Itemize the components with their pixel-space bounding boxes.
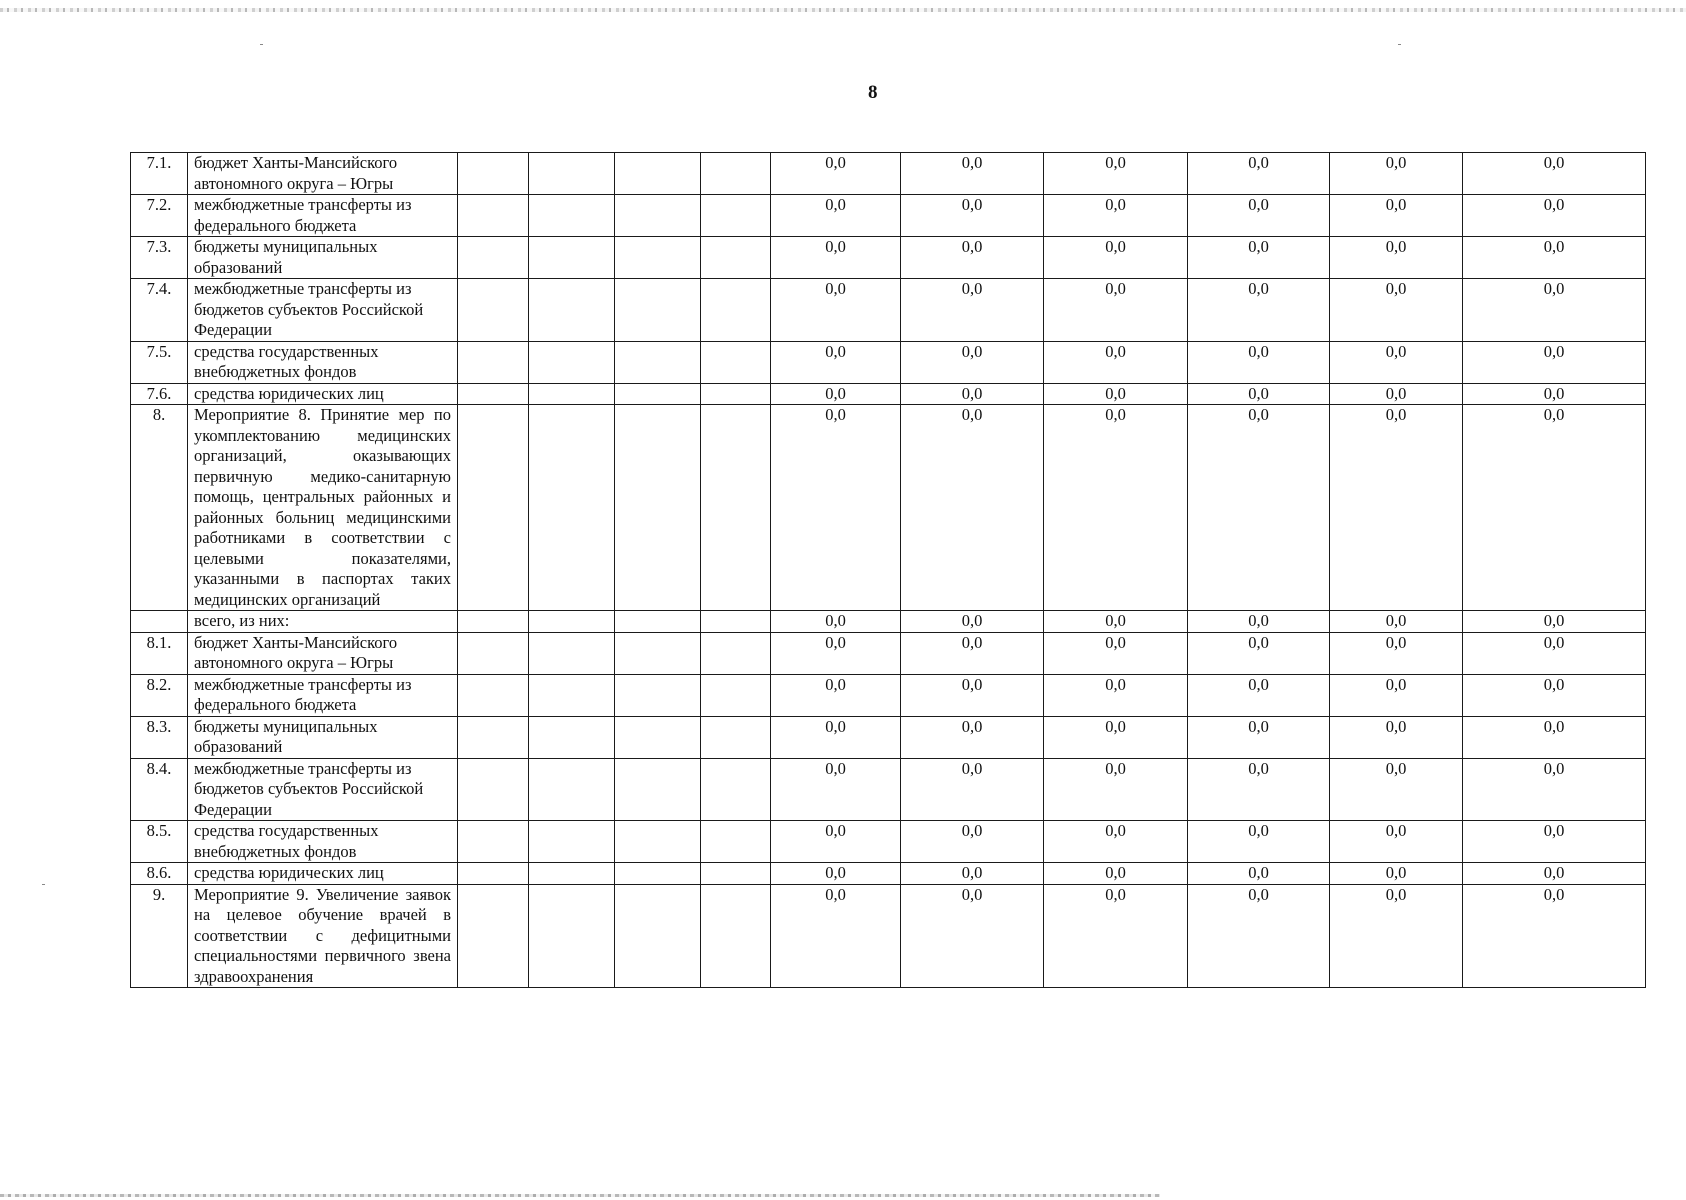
page-number: 8 xyxy=(868,82,878,103)
value-cell: 0,0 xyxy=(1188,821,1330,863)
value-cell: 0,0 xyxy=(771,632,901,674)
value-cell: 0,0 xyxy=(1463,195,1646,237)
scan-speck xyxy=(260,44,263,45)
value-cell: 0,0 xyxy=(771,383,901,405)
value-cell: 0,0 xyxy=(901,863,1044,885)
row-number: 9. xyxy=(131,884,188,988)
value-cell: 0,0 xyxy=(1044,821,1188,863)
value-cell: 0,0 xyxy=(1463,341,1646,383)
empty-cell xyxy=(529,674,615,716)
row-description: бюджет Ханты-Мансийского автономного округа – Югры xyxy=(188,632,458,674)
row-number: 8.1. xyxy=(131,632,188,674)
value-cell: 0,0 xyxy=(1463,863,1646,885)
empty-cell xyxy=(458,821,529,863)
value-cell: 0,0 xyxy=(901,383,1044,405)
table-row xyxy=(131,758,1646,821)
value-cell: 0,0 xyxy=(1330,383,1463,405)
scan-edge-top xyxy=(0,8,1686,12)
value-cell: 0,0 xyxy=(1044,611,1188,633)
value-cell: 0,0 xyxy=(1463,237,1646,279)
value-cell: 0,0 xyxy=(1044,383,1188,405)
empty-cell xyxy=(529,153,615,195)
table-row xyxy=(131,611,1646,633)
value-cell: 0,0 xyxy=(901,341,1044,383)
value-cell: 0,0 xyxy=(1330,195,1463,237)
value-cell: 0,0 xyxy=(1188,863,1330,885)
empty-cell xyxy=(615,674,701,716)
row-description: межбюджетные трансферты из бюджетов субъектов Российской Федерации xyxy=(188,758,458,821)
value-cell: 0,0 xyxy=(1330,674,1463,716)
value-cell: 0,0 xyxy=(1330,341,1463,383)
value-cell: 0,0 xyxy=(1463,821,1646,863)
empty-cell xyxy=(701,758,771,821)
empty-cell xyxy=(458,383,529,405)
empty-cell xyxy=(701,611,771,633)
value-cell: 0,0 xyxy=(901,237,1044,279)
value-cell: 0,0 xyxy=(901,716,1044,758)
row-number: 7.4. xyxy=(131,279,188,342)
value-cell: 0,0 xyxy=(1044,195,1188,237)
empty-cell xyxy=(615,632,701,674)
value-cell: 0,0 xyxy=(1463,279,1646,342)
value-cell: 0,0 xyxy=(1330,405,1463,611)
row-description: всего, из них: xyxy=(188,611,458,633)
value-cell: 0,0 xyxy=(1044,758,1188,821)
empty-cell xyxy=(529,632,615,674)
value-cell: 0,0 xyxy=(1188,195,1330,237)
value-cell: 0,0 xyxy=(1188,758,1330,821)
empty-cell xyxy=(615,341,701,383)
table-row xyxy=(131,405,1646,611)
empty-cell xyxy=(701,884,771,988)
value-cell: 0,0 xyxy=(1330,632,1463,674)
value-cell: 0,0 xyxy=(1044,632,1188,674)
value-cell: 0,0 xyxy=(1463,383,1646,405)
value-cell: 0,0 xyxy=(1330,884,1463,988)
value-cell: 0,0 xyxy=(901,153,1044,195)
row-number: 8. xyxy=(131,405,188,611)
table-row xyxy=(131,863,1646,885)
table-row xyxy=(131,279,1646,342)
value-cell: 0,0 xyxy=(1330,821,1463,863)
value-cell: 0,0 xyxy=(1188,674,1330,716)
row-description: средства юридических лиц xyxy=(188,863,458,885)
empty-cell xyxy=(701,279,771,342)
value-cell: 0,0 xyxy=(771,195,901,237)
value-cell: 0,0 xyxy=(771,341,901,383)
value-cell: 0,0 xyxy=(1188,279,1330,342)
value-cell: 0,0 xyxy=(901,611,1044,633)
scan-speck xyxy=(42,884,45,885)
value-cell: 0,0 xyxy=(1330,863,1463,885)
value-cell: 0,0 xyxy=(1330,716,1463,758)
table-row xyxy=(131,674,1646,716)
value-cell: 0,0 xyxy=(1044,279,1188,342)
row-description: межбюджетные трансферты из федерального бюджета xyxy=(188,674,458,716)
value-cell: 0,0 xyxy=(1044,863,1188,885)
row-description: Мероприятие 9. Увеличение заявок на целевое обучение врачей в соответствии с дефицитными специальностями первичного звена здравоохранения xyxy=(188,884,458,988)
row-number: 8.5. xyxy=(131,821,188,863)
empty-cell xyxy=(529,341,615,383)
empty-cell xyxy=(701,153,771,195)
empty-cell xyxy=(458,674,529,716)
empty-cell xyxy=(529,863,615,885)
empty-cell xyxy=(701,383,771,405)
empty-cell xyxy=(701,237,771,279)
empty-cell xyxy=(615,279,701,342)
value-cell: 0,0 xyxy=(771,758,901,821)
row-number: 8.3. xyxy=(131,716,188,758)
row-description: бюджет Ханты-Мансийского автономного округа – Югры xyxy=(188,153,458,195)
value-cell: 0,0 xyxy=(901,674,1044,716)
empty-cell xyxy=(615,611,701,633)
empty-cell xyxy=(458,237,529,279)
empty-cell xyxy=(615,383,701,405)
empty-cell xyxy=(701,674,771,716)
value-cell: 0,0 xyxy=(1463,632,1646,674)
empty-cell xyxy=(701,716,771,758)
value-cell: 0,0 xyxy=(901,821,1044,863)
value-cell: 0,0 xyxy=(771,237,901,279)
table-row xyxy=(131,383,1646,405)
empty-cell xyxy=(701,341,771,383)
value-cell: 0,0 xyxy=(1463,674,1646,716)
table-row xyxy=(131,884,1646,988)
empty-cell xyxy=(458,341,529,383)
row-number: 7.5. xyxy=(131,341,188,383)
empty-cell xyxy=(701,195,771,237)
empty-cell xyxy=(701,821,771,863)
table-row xyxy=(131,153,1646,195)
value-cell: 0,0 xyxy=(1188,716,1330,758)
empty-cell xyxy=(701,405,771,611)
value-cell: 0,0 xyxy=(771,863,901,885)
value-cell: 0,0 xyxy=(901,884,1044,988)
row-description: межбюджетные трансферты из бюджетов субъектов Российской Федерации xyxy=(188,279,458,342)
table-row xyxy=(131,716,1646,758)
empty-cell xyxy=(458,758,529,821)
empty-cell xyxy=(701,632,771,674)
empty-cell xyxy=(529,405,615,611)
table-row xyxy=(131,632,1646,674)
empty-cell xyxy=(615,195,701,237)
empty-cell xyxy=(529,237,615,279)
value-cell: 0,0 xyxy=(1463,758,1646,821)
empty-cell xyxy=(458,632,529,674)
value-cell: 0,0 xyxy=(1188,632,1330,674)
row-description: средства юридических лиц xyxy=(188,383,458,405)
row-number xyxy=(131,611,188,633)
empty-cell xyxy=(458,153,529,195)
empty-cell xyxy=(529,821,615,863)
row-number: 8.2. xyxy=(131,674,188,716)
empty-cell xyxy=(458,611,529,633)
value-cell: 0,0 xyxy=(1330,153,1463,195)
empty-cell xyxy=(458,279,529,342)
empty-cell xyxy=(529,279,615,342)
value-cell: 0,0 xyxy=(1463,153,1646,195)
row-number: 8.6. xyxy=(131,863,188,885)
value-cell: 0,0 xyxy=(1044,674,1188,716)
value-cell: 0,0 xyxy=(771,405,901,611)
value-cell: 0,0 xyxy=(771,611,901,633)
empty-cell xyxy=(458,863,529,885)
empty-cell xyxy=(529,884,615,988)
value-cell: 0,0 xyxy=(771,674,901,716)
empty-cell xyxy=(615,153,701,195)
value-cell: 0,0 xyxy=(1044,884,1188,988)
empty-cell xyxy=(701,863,771,885)
value-cell: 0,0 xyxy=(901,758,1044,821)
value-cell: 0,0 xyxy=(1330,237,1463,279)
scan-edge-bottom xyxy=(0,1194,1160,1197)
budget-table xyxy=(130,152,1646,988)
value-cell: 0,0 xyxy=(1463,611,1646,633)
row-description: средства государственных внебюджетных фондов xyxy=(188,821,458,863)
value-cell: 0,0 xyxy=(1188,611,1330,633)
table-body xyxy=(131,153,1646,988)
value-cell: 0,0 xyxy=(901,195,1044,237)
value-cell: 0,0 xyxy=(1188,383,1330,405)
table-row xyxy=(131,821,1646,863)
value-cell: 0,0 xyxy=(1330,611,1463,633)
row-description: Мероприятие 8. Принятие мер по укомплектованию медицинских организаций, оказывающих первичную медико-санитарную помощь, центральных районных и районных больниц медицинскими работниками в соответствии с целевыми показателями, указанными в паспортах таких медицинских организаций xyxy=(188,405,458,611)
empty-cell xyxy=(458,405,529,611)
row-description: бюджеты муниципальных образований xyxy=(188,716,458,758)
empty-cell xyxy=(615,405,701,611)
table-row xyxy=(131,195,1646,237)
row-description: бюджеты муниципальных образований xyxy=(188,237,458,279)
value-cell: 0,0 xyxy=(1463,884,1646,988)
value-cell: 0,0 xyxy=(901,405,1044,611)
value-cell: 0,0 xyxy=(771,716,901,758)
value-cell: 0,0 xyxy=(1188,341,1330,383)
value-cell: 0,0 xyxy=(901,632,1044,674)
row-number: 8.4. xyxy=(131,758,188,821)
value-cell: 0,0 xyxy=(1044,341,1188,383)
empty-cell xyxy=(529,716,615,758)
value-cell: 0,0 xyxy=(1044,153,1188,195)
row-number: 7.6. xyxy=(131,383,188,405)
value-cell: 0,0 xyxy=(1330,758,1463,821)
table-row xyxy=(131,341,1646,383)
empty-cell xyxy=(615,758,701,821)
value-cell: 0,0 xyxy=(1044,716,1188,758)
row-description: межбюджетные трансферты из федерального бюджета xyxy=(188,195,458,237)
empty-cell xyxy=(615,884,701,988)
empty-cell xyxy=(458,716,529,758)
table-row xyxy=(131,237,1646,279)
scan-speck xyxy=(1398,44,1401,45)
row-description: средства государственных внебюджетных фондов xyxy=(188,341,458,383)
empty-cell xyxy=(458,195,529,237)
value-cell: 0,0 xyxy=(1188,405,1330,611)
row-number: 7.3. xyxy=(131,237,188,279)
empty-cell xyxy=(615,237,701,279)
empty-cell xyxy=(529,195,615,237)
value-cell: 0,0 xyxy=(1330,279,1463,342)
empty-cell xyxy=(529,383,615,405)
empty-cell xyxy=(615,863,701,885)
value-cell: 0,0 xyxy=(901,279,1044,342)
value-cell: 0,0 xyxy=(1044,237,1188,279)
empty-cell xyxy=(529,758,615,821)
value-cell: 0,0 xyxy=(1188,237,1330,279)
empty-cell xyxy=(458,884,529,988)
row-number: 7.2. xyxy=(131,195,188,237)
row-number: 7.1. xyxy=(131,153,188,195)
empty-cell xyxy=(615,716,701,758)
value-cell: 0,0 xyxy=(771,821,901,863)
value-cell: 0,0 xyxy=(1188,153,1330,195)
value-cell: 0,0 xyxy=(771,153,901,195)
value-cell: 0,0 xyxy=(1463,405,1646,611)
value-cell: 0,0 xyxy=(771,884,901,988)
empty-cell xyxy=(529,611,615,633)
empty-cell xyxy=(615,821,701,863)
value-cell: 0,0 xyxy=(1463,716,1646,758)
value-cell: 0,0 xyxy=(771,279,901,342)
value-cell: 0,0 xyxy=(1188,884,1330,988)
value-cell: 0,0 xyxy=(1044,405,1188,611)
